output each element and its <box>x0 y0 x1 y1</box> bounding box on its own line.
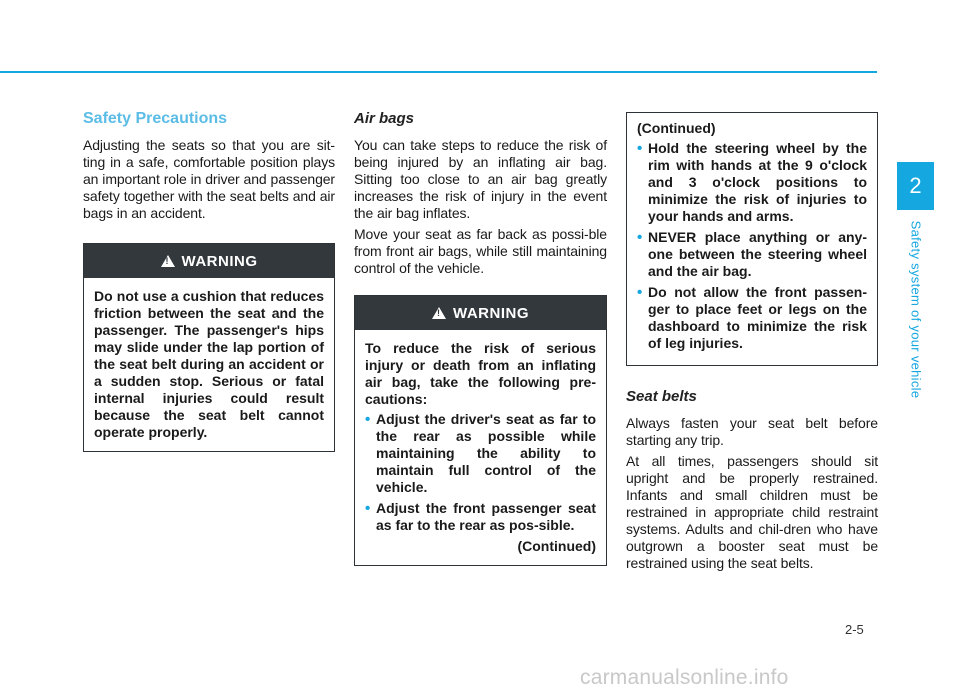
top-rule <box>0 71 877 73</box>
column-seat-belts <box>626 112 878 576</box>
warning-intro: To reduce the risk of serious injury or death from an inflating air bag, take the following pre-cautions: <box>365 340 596 407</box>
column-air-bags <box>354 108 607 566</box>
list-item: • Hold the steering wheel by the rim with hands at the 9 o'clock and 3 o'clock positions to minimize the risk of injuries to your hands and arms. <box>637 140 867 225</box>
warning-title: WARNING <box>181 252 258 270</box>
warning-header <box>84 244 334 278</box>
air-bags-paragraph-2: Move your seat as far back as possi-ble from front air bags, while still maintaining control of the vehicle. <box>354 226 607 276</box>
list-item: • Adjust the front passenger seat as far to the rear as pos-sible. <box>365 500 596 534</box>
warning-header <box>355 296 606 330</box>
warning-box-cushion <box>83 243 335 452</box>
continued-warning-box <box>626 112 878 366</box>
chapter-title-text: Safety system of your vehicle <box>908 220 923 398</box>
warning-triangle-icon <box>432 307 446 319</box>
section-heading-safety-precautions: Safety Precautions <box>83 110 228 127</box>
column-safety-precautions <box>83 108 335 452</box>
seat-belts-paragraph-1: Always fasten your seat belt before starting any trip. <box>626 415 878 448</box>
list-item: • NEVER place anything or any-one between the steering wheel and the air bag. <box>637 229 867 280</box>
continued-warning-list <box>637 140 867 352</box>
warning-body <box>355 330 606 565</box>
continued-label: (Continued) <box>517 538 596 554</box>
list-item: • Do not allow the front passen-ger to place feet or legs on the dashboard to minimize the risk of leg injuries. <box>637 284 867 352</box>
warning-triangle-icon <box>161 255 175 267</box>
section-heading-air-bags: Air bags <box>354 110 415 127</box>
page-number: 2-5 <box>845 622 864 637</box>
warning-box-air-bags <box>354 295 607 566</box>
list-item: • Adjust the driver's seat as far to the rear as possible while maintaining the ability to maintain full control of the vehicle. <box>365 411 596 496</box>
air-bags-paragraph-1: You can take steps to reduce the risk of being injured by an inflating air bag. Sitting too close to an air bag greatly increases the risk of injury in the event the air bag inflates. <box>354 137 607 221</box>
seat-belts-paragraph-2: At all times, passengers should sit upright and be properly restrained. Infants and small children must be restrained in appropriate child restraint systems. Adults and chil-dren who have outgrown a booster seat must be restrained using the seat belts. <box>626 453 878 571</box>
warning-list <box>365 411 596 534</box>
chapter-number-tab: 2 <box>897 162 934 210</box>
chapter-title-vertical <box>897 214 934 404</box>
warning-text: Do not use a cushion that reduces friction between the seat and the passenger. The passenger's hips may slide under the lap portion of the seat belt during an accident or a sudden stop. Serious or fatal internal injuries could result because the seat belt cannot operate properly. <box>94 288 324 440</box>
intro-paragraph: Adjusting the seats so that you are sit-ting in a safe, comfortable position plays an important role in driver and passenger safety together with the seat belts and air bags in an accident. <box>83 137 335 221</box>
continued-label: (Continued) <box>637 120 716 136</box>
warning-title: WARNING <box>453 304 529 322</box>
section-heading-seat-belts: Seat belts <box>626 388 697 405</box>
watermark: carmanualsonline.info <box>580 666 789 689</box>
